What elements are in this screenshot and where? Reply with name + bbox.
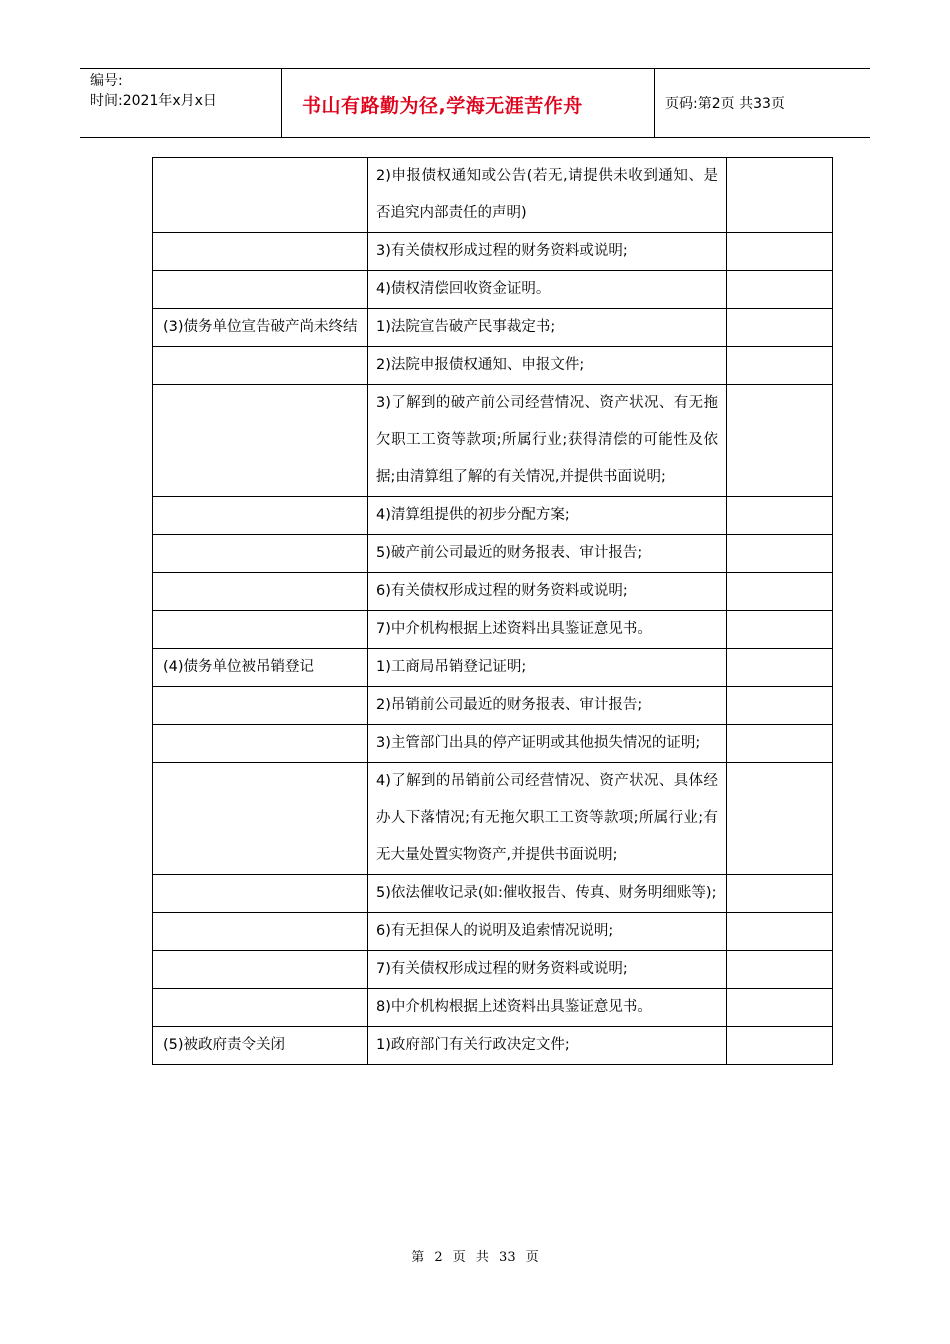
row-note bbox=[727, 158, 833, 233]
table-row bbox=[153, 725, 833, 763]
header-motto: 书山有路勤为径,学海无涯苦作舟 bbox=[302, 95, 583, 117]
requirements-table bbox=[152, 157, 833, 1065]
table-row bbox=[153, 1027, 833, 1065]
table-row bbox=[153, 385, 833, 497]
header-page-cell bbox=[655, 69, 870, 137]
table-row bbox=[153, 573, 833, 611]
row-note bbox=[727, 535, 833, 573]
table-row bbox=[153, 649, 833, 687]
row-category: (3)债务单位宣告破产尚未终结 bbox=[163, 319, 358, 335]
row-item: 2)申报债权通知或公告(若无,请提供未收到通知、是否追究内部责任的声明) bbox=[376, 168, 718, 221]
table-row bbox=[153, 233, 833, 271]
row-note bbox=[727, 725, 833, 763]
row-note bbox=[727, 951, 833, 989]
table-row bbox=[153, 535, 833, 573]
row-item: 8)中介机构根据上述资料出具鉴证意见书。 bbox=[376, 999, 652, 1015]
row-item: 3)有关债权形成过程的财务资料或说明; bbox=[376, 243, 628, 259]
table-row bbox=[153, 309, 833, 347]
row-item: 3)主管部门出具的停产证明或其他损失情况的证明; bbox=[376, 735, 701, 751]
row-category: (4)债务单位被吊销登记 bbox=[163, 659, 315, 675]
row-note bbox=[727, 309, 833, 347]
row-item: 1)法院宣告破产民事裁定书; bbox=[376, 319, 556, 335]
table-row bbox=[153, 611, 833, 649]
header-meta bbox=[80, 69, 282, 137]
row-item: 7)中介机构根据上述资料出具鉴证意见书。 bbox=[376, 621, 652, 637]
table-row bbox=[153, 951, 833, 989]
table-row bbox=[153, 687, 833, 725]
row-note bbox=[727, 347, 833, 385]
row-note bbox=[727, 989, 833, 1027]
row-item: 5)依法催收记录(如:催收报告、传真、财务明细账等); bbox=[376, 885, 717, 901]
row-note bbox=[727, 687, 833, 725]
document-header bbox=[80, 68, 870, 138]
row-item: 1)政府部门有关行政决定文件; bbox=[376, 1037, 570, 1053]
row-note bbox=[727, 271, 833, 309]
row-item: 7)有关债权形成过程的财务资料或说明; bbox=[376, 961, 628, 977]
row-note bbox=[727, 611, 833, 649]
row-item: 6)有无担保人的说明及追索情况说明; bbox=[376, 923, 614, 939]
row-note bbox=[727, 497, 833, 535]
row-item: 3)了解到的破产前公司经营情况、资产状况、有无拖欠职工工资等款项;所属行业;获得清偿的可能性及依据;由清算组了解的有关情况,并提供书面说明; bbox=[376, 395, 718, 485]
table-row bbox=[153, 875, 833, 913]
table-row bbox=[153, 158, 833, 233]
row-note bbox=[727, 233, 833, 271]
row-item: 4)债权清偿回收资金证明。 bbox=[376, 281, 551, 297]
table-row bbox=[153, 271, 833, 309]
page-footer: 第 2 页 共 33 页 bbox=[411, 1250, 539, 1265]
row-item: 1)工商局吊销登记证明; bbox=[376, 659, 527, 675]
header-motto-cell bbox=[282, 69, 655, 137]
row-note bbox=[727, 1027, 833, 1065]
row-item: 4)清算组提供的初步分配方案; bbox=[376, 507, 570, 523]
table-row bbox=[153, 913, 833, 951]
table-row bbox=[153, 347, 833, 385]
row-item: 6)有关债权形成过程的财务资料或说明; bbox=[376, 583, 628, 599]
row-note bbox=[727, 913, 833, 951]
document-number-label: 编号: bbox=[90, 73, 123, 89]
row-item: 5)破产前公司最近的财务报表、审计报告; bbox=[376, 545, 643, 561]
row-item: 2)法院申报债权通知、申报文件; bbox=[376, 357, 585, 373]
row-note bbox=[727, 573, 833, 611]
row-note bbox=[727, 875, 833, 913]
row-note bbox=[727, 385, 833, 497]
document-date-label: 时间:2021年x月x日 bbox=[90, 93, 217, 109]
row-item: 4)了解到的吊销前公司经营情况、资产状况、具体经办人下落情况;有无拖欠职工工资等款项;所属行业;有无大量处置实物资产,并提供书面说明; bbox=[376, 773, 718, 863]
row-note bbox=[727, 649, 833, 687]
table-row bbox=[153, 763, 833, 875]
table-row bbox=[153, 989, 833, 1027]
table-row bbox=[153, 497, 833, 535]
header-page-info: 页码:第2页 共33页 bbox=[665, 96, 785, 112]
row-category: (5)被政府责令关闭 bbox=[163, 1037, 286, 1053]
row-note bbox=[727, 763, 833, 875]
row-item: 2)吊销前公司最近的财务报表、审计报告; bbox=[376, 697, 643, 713]
